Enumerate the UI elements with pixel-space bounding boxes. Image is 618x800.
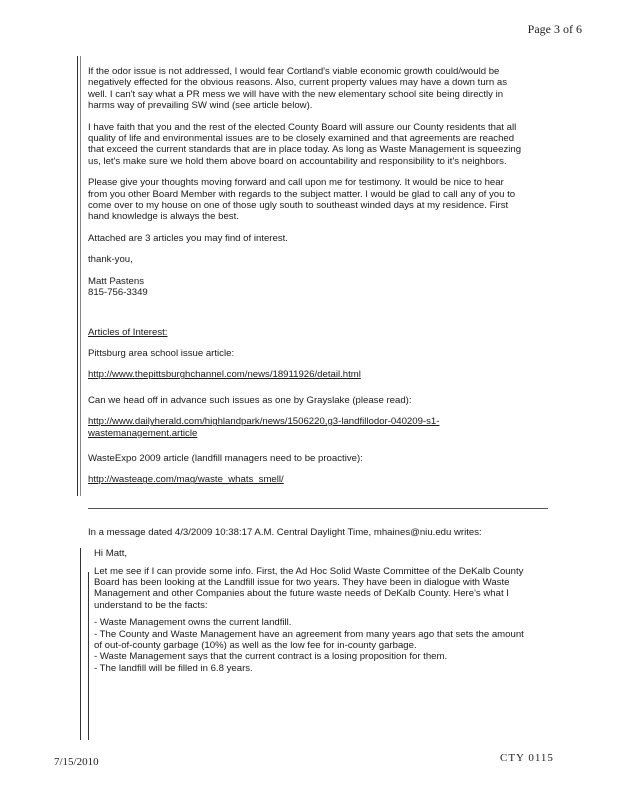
quoted-message (94, 548, 524, 674)
article1-link[interactable]: http://www.thepittsburghchannel.com/news/18911926/detail.html (88, 369, 361, 381)
signature-phone: 815-756-3349 (88, 287, 148, 299)
quoted-fact: - Waste Management says that the current contract is a losing proposition for them. (94, 651, 448, 663)
quoted-fact: - The landfill will be filled in 6.8 years. (94, 662, 253, 674)
paragraph-thanks: thank-you, (88, 254, 133, 266)
page-number: Page 3 of 6 (527, 22, 582, 36)
article2-link[interactable]: http://www.dailyherald.com/highlandpark/news/1506220,g3-landfillodor-040209-s1-wastemanagement.article (88, 416, 440, 439)
divider (88, 508, 548, 509)
quoted-fact: - Waste Management owns the current landfill. (94, 617, 292, 629)
email-body (88, 66, 524, 674)
quoted-greeting: Hi Matt, (94, 548, 128, 560)
signature (88, 276, 524, 299)
article3-title: WasteExpo 2009 article (landfill managers need to be proactive): (88, 452, 363, 464)
paragraph-county-board: I have faith that you and the rest of the elected County Board will assure our County residents that all quality of life and environmental issues are to be closely examined and that agreements are reached that exceed the current standards that are in place today. As long as Waste Management is squeezing us, let's make sure we hold them above board on accountability and responsibility to it's neighbors. (88, 121, 522, 167)
paragraph-attached: Attached are 3 articles you may find of interest. (88, 232, 288, 244)
article1-title: Pittsburg area school issue article: (88, 347, 235, 359)
quoted-fact: - The County and Waste Management have an agreement from many years ago that sets the amount of out-of-county garbage (10%) as well as the low fee for in-county garbage. (94, 628, 524, 651)
footer-date: 7/15/2010 (54, 756, 99, 768)
signature-name: Matt Pastens (88, 275, 144, 287)
bates-number: CTY 0115 (500, 752, 554, 764)
quote-bar-outer (77, 56, 78, 496)
paragraph-odor-issue: If the odor issue is not addressed, I would fear Cortland's viable economic growth could/would be negatively effected for the obvious reasons. Also, current property values may have a down turn as well. I can't say what a PR mess we will have with the new elementary school site being directly in harms way of prevailing SW wind (see article below). (88, 66, 507, 112)
quoted-facts-list (94, 617, 524, 674)
quote-bar-inner (80, 56, 81, 496)
quoted-intro: Let me see if I can provide some info. First, the Ad Hoc Solid Waste Committee of the DeKalb County Board has been looking at the Landfill issue for two years. They have been in dialogue with Waste Management and other Companies about the future waste needs of DeKalb County. Here's what I understand to be the facts: (94, 565, 524, 611)
paragraph-testimony: Please give your thoughts moving forward and call upon me for testimony. It would be nice to hear from you other Board Member with regards to the subject matter. I would be glad to call any of you to come over to my house on one of those ugly south to southeast winded days at my residence. First hand knowledge is always the best. (88, 177, 516, 223)
articles-heading: Articles of Interest: (88, 326, 168, 338)
article3-link[interactable]: http://wasteage.com/mag/waste_whats_smell/ (88, 474, 284, 486)
quoted-header: In a message dated 4/3/2009 10:38:17 A.M. Central Daylight Time, mhaines@niu.edu writes: (88, 526, 482, 538)
quote-bar-reply-outer (80, 548, 81, 740)
article2-title: Can we head off in advance such issues as one by Grayslake (please read): (88, 394, 412, 406)
